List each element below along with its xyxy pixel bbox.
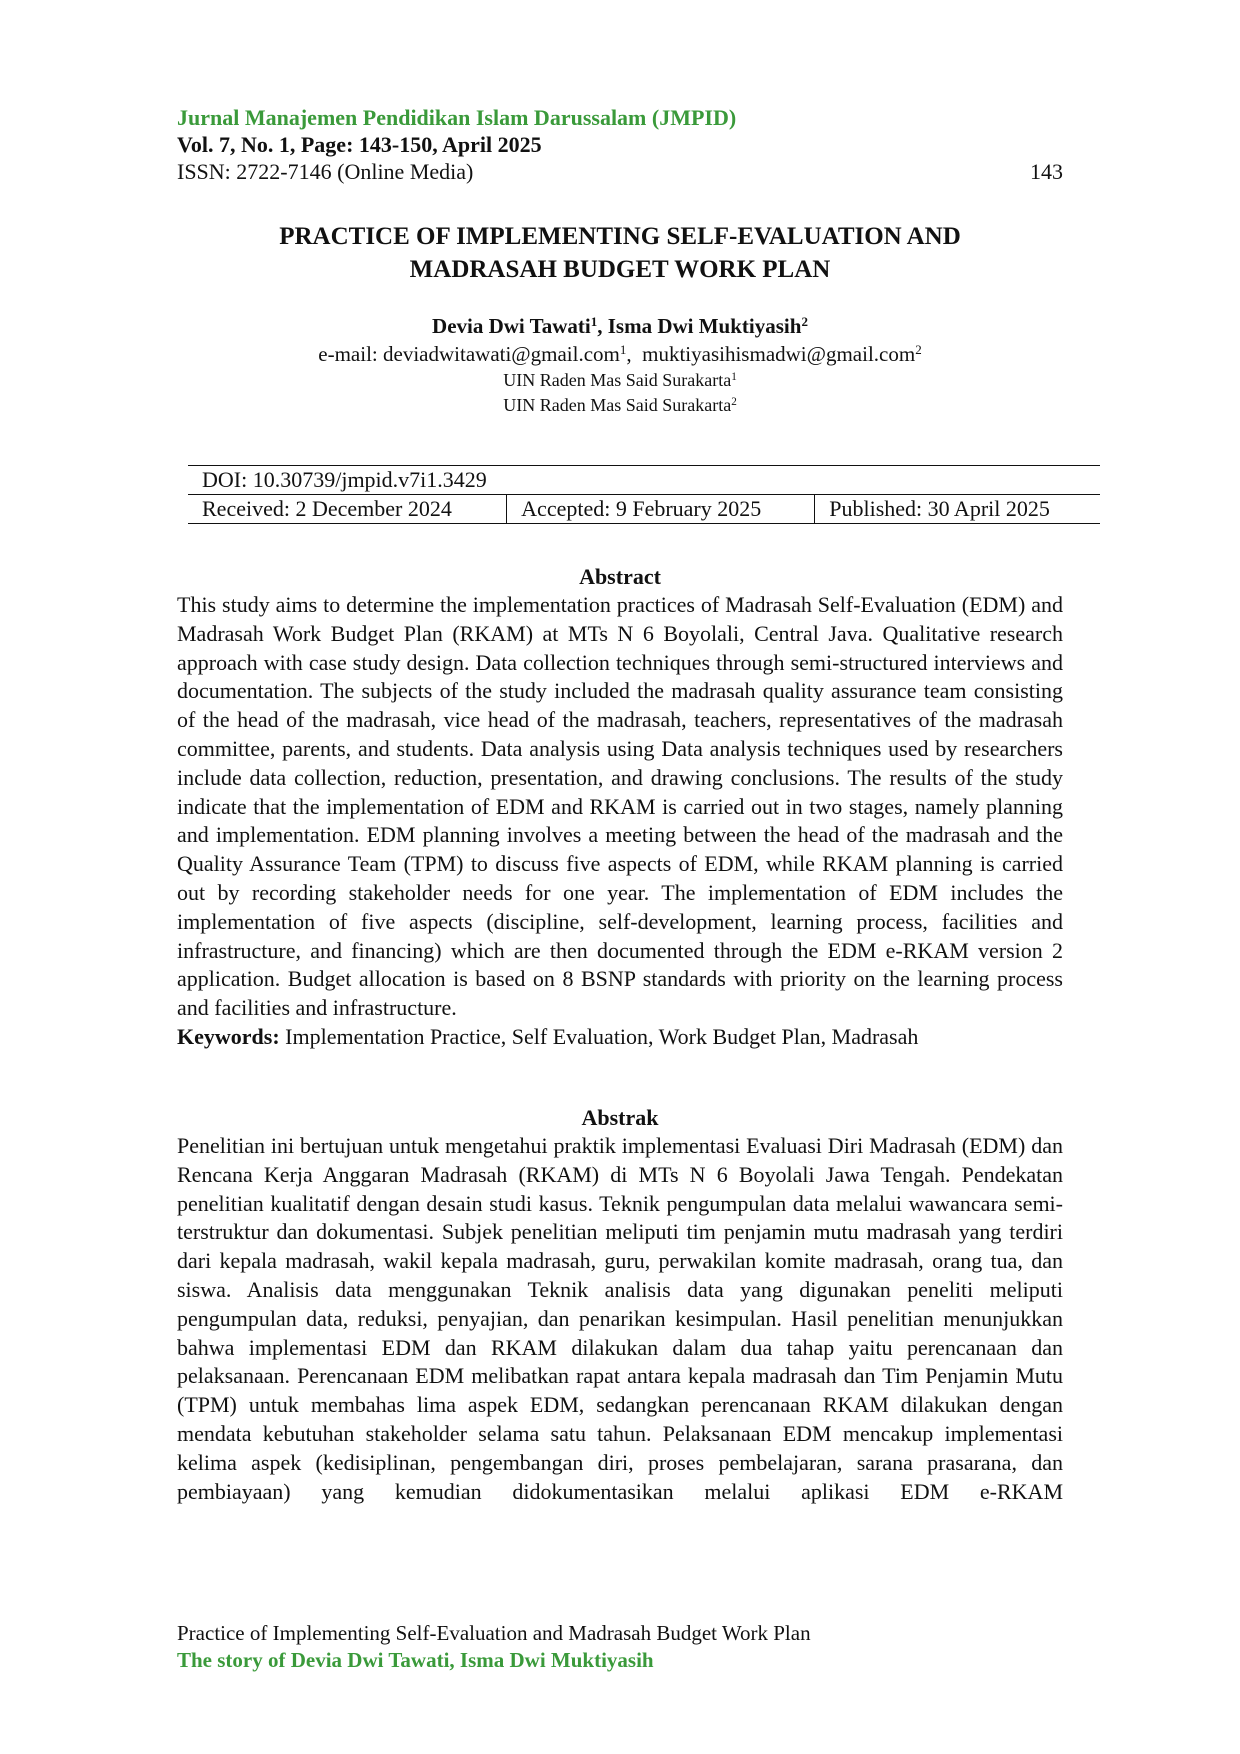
published-date: Published: 30 April 2025 — [815, 495, 1100, 524]
doi-row — [188, 466, 1100, 495]
keywords-label: Keywords: — [177, 1023, 280, 1049]
issn-text: ISSN: 2722-7146 (Online Media) — [177, 159, 474, 184]
footer-story: The story of Devia Dwi Tawati, Isma Dwi Muktiyasih — [177, 1648, 654, 1672]
author-2: Isma Dwi Muktiyasih — [607, 314, 802, 338]
accepted-date: Accepted: 9 February 2025 — [507, 495, 815, 524]
email-prefix: e-mail: — [318, 342, 384, 366]
affiliation-1-sup: 1 — [731, 370, 737, 383]
title-line-2: MADRASAH BUDGET WORK PLAN — [409, 256, 831, 283]
author-1: Devia Dwi Tawati — [432, 314, 591, 338]
volume-line: Vol. 7, No. 1, Page: 143-150, April 2025 — [177, 132, 542, 157]
affiliation-2 — [177, 393, 1063, 418]
author-separator: , — [597, 314, 608, 338]
email-1-sup: 1 — [619, 341, 627, 357]
journal-header — [177, 104, 1063, 185]
author-1-sup: 1 — [590, 313, 598, 329]
email-2[interactable]: muktiyasihismadwi@gmail.com — [642, 342, 916, 366]
author-block — [177, 312, 1063, 418]
affiliation-2-sup: 2 — [731, 395, 737, 408]
dates-row — [188, 495, 1100, 524]
abstrak-section — [177, 1103, 1063, 1506]
keywords-text: Implementation Practice, Self Evaluation, Work Budget Plan, Madrasah — [279, 1023, 919, 1049]
author-2-sup: 2 — [801, 313, 808, 329]
keywords-line — [177, 1023, 1063, 1052]
title-line-1: PRACTICE OF IMPLEMENTING SELF-EVALUATION AND — [279, 223, 961, 250]
journal-name: Jurnal Manajemen Pendidikan Islam Darussalam (JMPID) — [177, 105, 737, 130]
affiliation-2-text: UIN Raden Mas Said Surakarta — [503, 395, 732, 415]
received-date: Received: 2 December 2024 — [188, 495, 507, 524]
abstract-text: This study aims to determine the implementation practices of Madrasah Self-Evaluation (EDM) and Madrasah Work Budget Plan (RKAM) at MTs N 6 Boyolali, Central Java. Qualitative research approach with case study design. Data collection techniques through semi-structured interviews and documentation. The subjects of the study included the madrasah quality assurance team consisting of the head of the madrasah, vice head of the madrasah, teachers, representatives of the madrasah committee, parents, and students. Data analysis using Data analysis techniques used by researchers include data collection, reduction, presentation, and drawing conclusions. The results of the study indicate that the implementation of EDM and RKAM is carried out in two stages, namely planning and implementation. EDM planning involves a meeting between the head of the madrasah and the Quality Assurance Team (TPM) to discuss five aspects of EDM, while RKAM planning is carried out by recording stakeholder needs for one year. The implementation of EDM includes the implementation of five aspects (discipline, self-development, learning process, facilities and infrastructure, and financing) which are then documented through the EDM e-RKAM version 2 application. Budget allocation is based on 8 BSNP standards with priority on the learning process and facilities and infrastructure. — [177, 592, 1063, 1021]
doi-cell[interactable]: DOI: 10.30739/jmpid.v7i1.3429 — [188, 466, 1100, 495]
affiliation-1-text: UIN Raden Mas Said Surakarta — [503, 370, 732, 390]
email-2-sup: 2 — [915, 341, 922, 357]
email-separator: , — [626, 342, 643, 366]
page-number: 143 — [1030, 159, 1063, 184]
email-1[interactable]: deviadwitawati@gmail.com — [383, 342, 620, 366]
abstract-section — [177, 562, 1063, 1052]
author-names — [177, 312, 1063, 340]
affiliation-1 — [177, 368, 1063, 393]
page-footer — [177, 1620, 1063, 1674]
abstrak-text: Penelitian ini bertujuan untuk mengetahui praktik implementasi Evaluasi Diri Madrasah (EDM) dan Rencana Kerja Anggaran Madrasah (RKAM) di MTs N 6 Boyolali Jawa Tengah. Pendekatan penelitian kualitatif dengan desain studi kasus. Teknik pengumpulan data melalui wawancara semi-terstruktur dan dokumentasi. Subjek penelitian meliputi tim penjamin mutu madrasah yang terdiri dari kepala madrasah, wakil kepala madrasah, guru, perwakilan komite madrasah, orang tua, dan siswa. Analisis data menggunakan Teknik analisis data yang digunakan peneliti meliputi pengumpulan data, reduksi, penyajian, dan penarikan kesimpulan. Hasil penelitian menunjukkan bahwa implementasi EDM dan RKAM dilakukan dalam dua tahap yaitu perencanaan dan pelaksanaan. Perencanaan EDM melibatkan rapat antara kepala madrasah dan Tim Penjamin Mutu (TPM) untuk membahas lima aspek EDM, sedangkan perencanaan RKAM dilakukan dengan mendata kebutuhan stakeholder selama satu tahun. Pelaksanaan EDM mencakup implementasi kelima aspek (kedisiplinan, pengembangan diri, proses pembelajaran, sarana prasarana, dan pembiayaan) yang kemudian didokumentasikan melalui aplikasi EDM e-RKAM — [177, 1133, 1063, 1504]
issn-row — [177, 158, 1063, 185]
paper-title — [177, 220, 1063, 286]
footer-title: Practice of Implementing Self-Evaluation and Madrasah Budget Work Plan — [177, 1621, 811, 1645]
abstrak-heading: Abstrak — [581, 1105, 659, 1130]
abstract-heading: Abstract — [579, 564, 661, 589]
article-meta-table — [188, 465, 1100, 524]
email-line — [177, 340, 1063, 368]
